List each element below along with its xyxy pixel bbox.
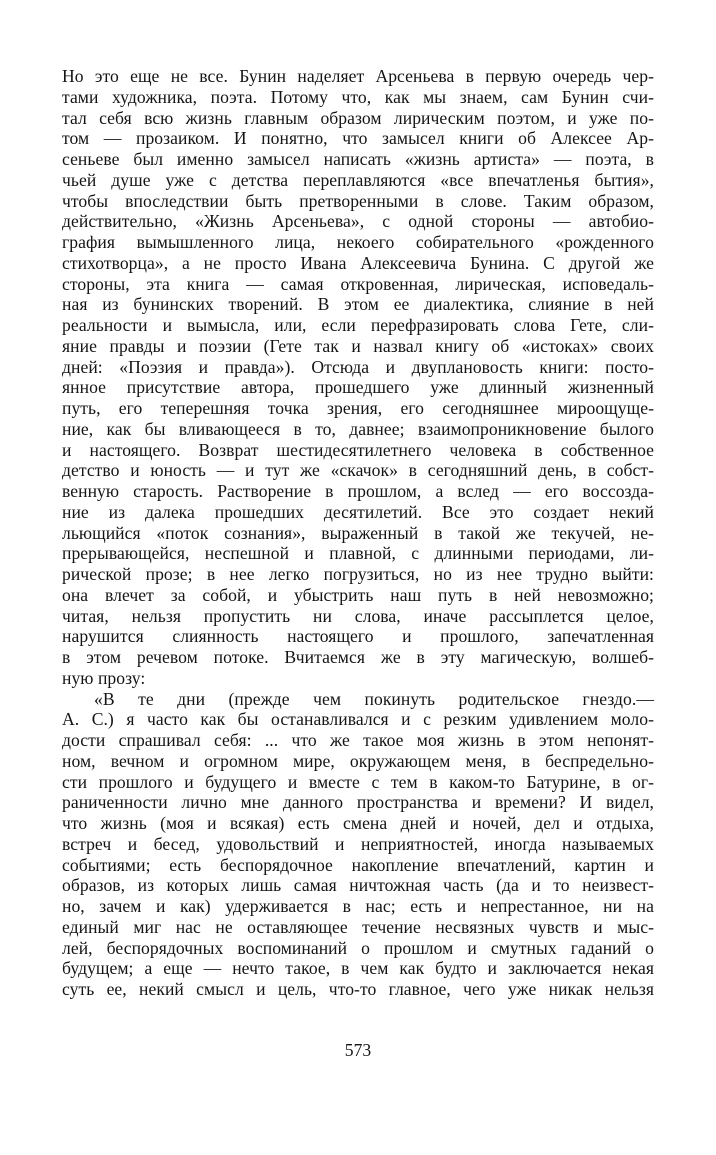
text-line: нарушится слиянность настоящего и прошлого, запечатленная <box>62 626 654 647</box>
text-line: дней: «Поэзия и правда»). Отсюда и двуплановость книги: посто- <box>62 356 654 377</box>
text-line: действительно, «Жизнь Арсеньева», с одной стороны — автобио- <box>62 211 654 232</box>
text-line: дости спрашивал себя: ... что же такое моя жизнь в этом непонят- <box>62 730 654 750</box>
text-line: тами художника, поэта. Потому что, как мы знаем, сам Бунин счи- <box>62 86 654 107</box>
text-line: ную прозу: <box>62 667 146 688</box>
text-line: единый миг нас не оставляющее течение несвязных чувств и мыс- <box>62 916 654 937</box>
text-line: прерывающейся, неспешной и плавной, с длинными периодами, ли- <box>62 543 654 564</box>
text-line: графия вымышленного лица, некоего собирательного «рожденного <box>62 232 654 252</box>
text-line: встреч и бесед, удовольствий и неприятностей, иногда называемых <box>62 833 654 854</box>
text-line: сти прошлого и будущего и вместе с тем в каком-то Батурине, в ог- <box>62 771 654 792</box>
text-line: тал себя всю жизнь главным образом лирическим поэтом, и уже по- <box>62 107 654 128</box>
text-line: «В те дни (прежде чем покинуть родительское гнездо.— <box>94 688 654 709</box>
text-line: ние из далека прошедших десятилетий. Все это создает некий <box>62 501 654 522</box>
text-line: том — прозаиком. И понятно, что замысел книги об Алексее Ар- <box>62 128 654 149</box>
text-line: ном, вечном и огромном мире, окружающем меня, в беспредельно- <box>62 750 654 771</box>
text-line: чьей душе уже с детства переплавляются «все впечатленья бытия», <box>62 169 654 190</box>
text-line: лей, беспорядочных воспоминаний о прошлом и смутных гаданий о <box>62 937 654 958</box>
text-line: яние правды и поэзии (Гете так и назвал книгу об «истоках» своих <box>62 335 654 356</box>
text-line: А. С.) я часто как бы останавливался и с резким удивлением моло- <box>62 709 654 730</box>
text-line: в этом речевом потоке. Вчитаемся же в эту магическую, волшеб- <box>62 647 654 667</box>
page-number: 573 <box>344 1040 372 1060</box>
text-line: чтобы впоследствии быть претворенными в слове. Таким образом, <box>62 190 654 211</box>
text-line: стороны, эта книга — самая откровенная, лирическая, исповедаль- <box>62 273 654 294</box>
text-line: читая, нельзя пропустить ни слова, иначе рассыплется целое, <box>62 605 654 626</box>
text-line: ная из бунинских творений. В этом ее диалектика, слияние в ней <box>62 294 654 315</box>
text-line: янное присутствие автора, прошедшего уже длинный жизненный <box>62 377 654 398</box>
text-line: рической прозе; в нее легко погрузиться, но из нее трудно выйти: <box>62 564 654 584</box>
text-line: детство и юность — и тут же «скачок» в сегодняшний день, в собст- <box>62 460 654 481</box>
text-line: образов, из которых лишь самая ничтожная часть (да и то неизвест- <box>62 875 654 896</box>
text-line: льющийся «поток сознания», выраженный в такой же текучей, не- <box>62 522 654 543</box>
paragraph-quotation <box>62 689 654 1000</box>
text-line: стихотворца», а не просто Ивана Алексеевича Бунина. С другой же <box>62 252 654 273</box>
text-line: суть ее, некий смысл и цель, что-то главное, чего уже никак нельзя <box>62 979 654 999</box>
text-line: сеньеве был именно замысел написать «жизнь артиста» — поэта, в <box>62 149 654 169</box>
text-line: реальности и вымысла, или, если перефразировать слова Гете, сли- <box>62 315 654 335</box>
text-line: но, зачем и как) удерживается в нас; есть и непрестанное, ни на <box>62 896 654 916</box>
text-line: будущем; а еще — нечто такое, в чем как будто и заключается некая <box>62 958 654 979</box>
page-body <box>62 66 654 1000</box>
text-line: событиями; есть беспорядочное накопление впечатлений, картин и <box>62 854 654 875</box>
text-line: путь, его теперешняя точка зрения, его сегодняшнее мироощуще- <box>62 398 654 418</box>
text-line: и настоящего. Возврат шестидесятилетнего человека в собственное <box>62 439 654 460</box>
paragraph-commentary <box>62 66 654 689</box>
text-line: что жизнь (моя и всякая) есть смена дней и ночей, дел и отдыха, <box>62 813 654 833</box>
text-line: она влечет за собой, и убыстрить наш путь в ней невозможно; <box>62 584 654 605</box>
text-line: венную старость. Растворение в прошлом, а вслед — его воссозда- <box>62 481 654 501</box>
text-line: Но это еще не все. Бунин наделяет Арсеньева в первую очередь чер- <box>62 66 654 86</box>
text-line: ние, как бы вливающееся в то, давнее; взаимопроникновение былого <box>62 418 654 439</box>
text-line: раниченности лично мне данного пространства и времени? И видел, <box>62 792 654 813</box>
